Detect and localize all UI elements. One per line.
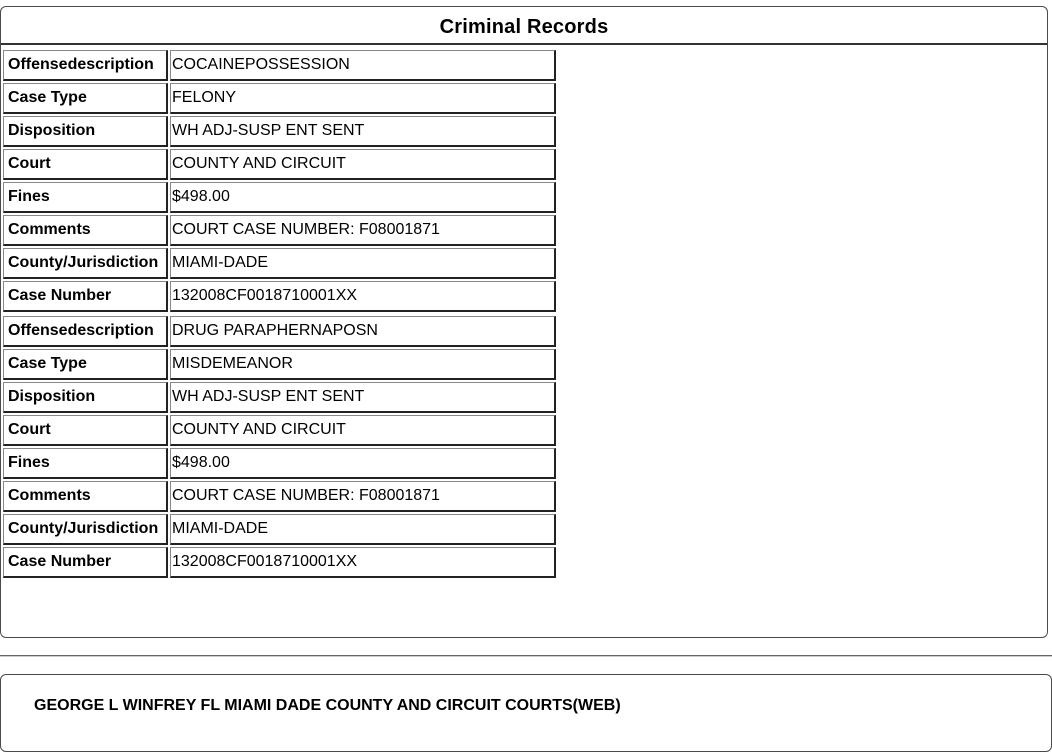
field-value: WH ADJ-SUSP ENT SENT [170, 116, 556, 147]
section-divider [0, 655, 1052, 657]
field-label: Court [3, 415, 168, 446]
table-row [3, 415, 556, 446]
table-row [3, 149, 556, 180]
field-label: Case Type [3, 83, 168, 114]
field-value: MIAMI-DADE [170, 514, 556, 545]
field-value: MISDEMEANOR [170, 349, 556, 380]
field-value: $498.00 [170, 448, 556, 479]
table-row [3, 448, 556, 479]
source-label: GEORGE L WINFREY FL MIAMI DADE COUNTY AND CIRCUIT COURTS(WEB) [34, 697, 621, 714]
field-label: County/Jurisdiction [3, 514, 168, 545]
table-row [3, 182, 556, 213]
table-row [3, 382, 556, 413]
field-value: 132008CF0018710001XX [170, 281, 556, 312]
table-row [3, 349, 556, 380]
field-label: Fines [3, 182, 168, 213]
table-row [3, 248, 556, 279]
field-label: Comments [3, 481, 168, 512]
field-value: COURT CASE NUMBER: F08001871 [170, 481, 556, 512]
table-row [3, 547, 556, 578]
field-value: FELONY [170, 83, 556, 114]
field-value: COCAINEPOSSESSION [170, 50, 556, 81]
field-label: Disposition [3, 116, 168, 147]
field-label: Court [3, 149, 168, 180]
field-label: Comments [3, 215, 168, 246]
source-footer [0, 674, 1052, 752]
criminal-records-panel [0, 6, 1048, 638]
record-table [1, 48, 558, 314]
field-label: Offensedescription [3, 316, 168, 347]
table-row [3, 83, 556, 114]
field-value: MIAMI-DADE [170, 248, 556, 279]
table-row [3, 481, 556, 512]
field-value: COURT CASE NUMBER: F08001871 [170, 215, 556, 246]
field-value: COUNTY AND CIRCUIT [170, 149, 556, 180]
field-value: WH ADJ-SUSP ENT SENT [170, 382, 556, 413]
field-label: Disposition [3, 382, 168, 413]
field-label: Offensedescription [3, 50, 168, 81]
field-value: DRUG PARAPHERNAPOSN [170, 316, 556, 347]
record-table [1, 314, 558, 580]
table-row [3, 215, 556, 246]
field-value: 132008CF0018710001XX [170, 547, 556, 578]
table-row [3, 514, 556, 545]
field-value: COUNTY AND CIRCUIT [170, 415, 556, 446]
table-row [3, 281, 556, 312]
field-label: County/Jurisdiction [3, 248, 168, 279]
field-label: Case Number [3, 281, 168, 312]
table-row [3, 116, 556, 147]
field-value: $498.00 [170, 182, 556, 213]
table-row [3, 50, 556, 81]
table-row [3, 316, 556, 347]
field-label: Fines [3, 448, 168, 479]
panel-title: Criminal Records [1, 7, 1047, 45]
field-label: Case Number [3, 547, 168, 578]
records-container [1, 48, 558, 580]
field-label: Case Type [3, 349, 168, 380]
